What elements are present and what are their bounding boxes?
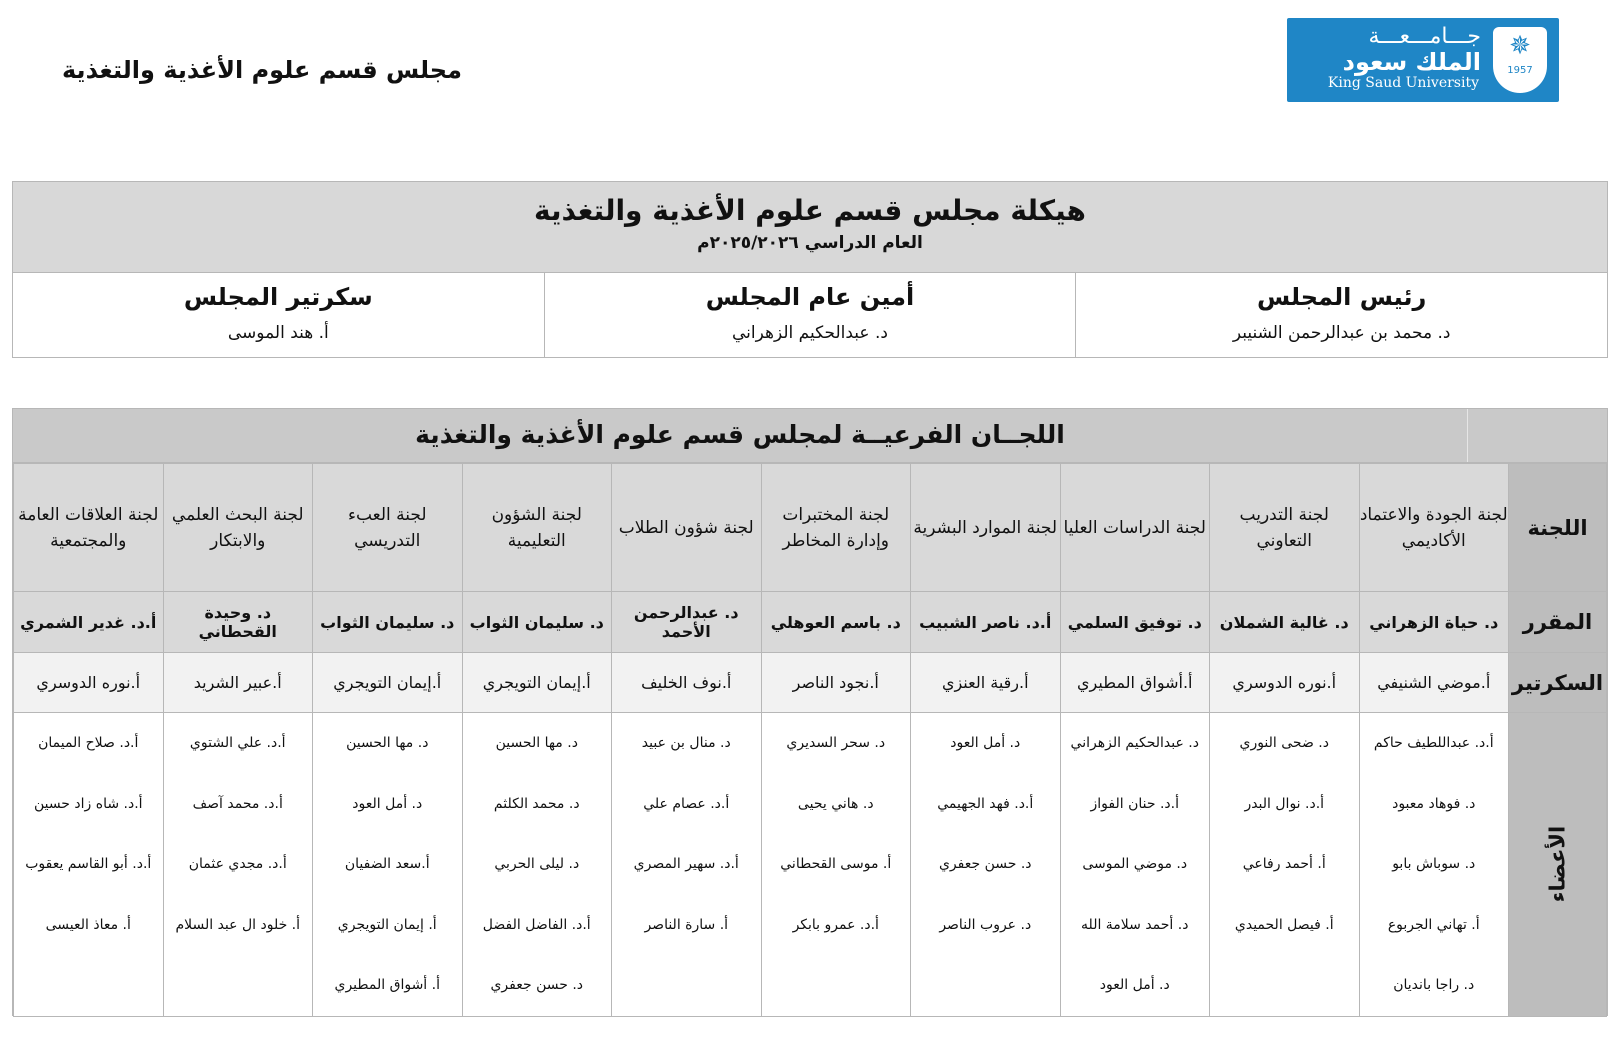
member-name: د. أمل العود (1099, 977, 1170, 993)
member-name: د. أمل العود (352, 795, 423, 812)
committee-secretary-cell: أ.أشواق المطيري (1060, 653, 1210, 713)
member-name: د. مها الحسين (346, 735, 429, 751)
committee-secretary-cell: أ.نجود الناصر (761, 653, 911, 713)
committee-name-cell: لجنة العبء التدريسي (313, 464, 463, 592)
member-name: د. حسن جعفري (490, 977, 584, 993)
committee-reporter-cell: د. عبدالرحمن الأحمد (612, 592, 762, 653)
committee-name-cell: لجنة التدريب التعاوني (1210, 464, 1360, 592)
member-name: أ.د. عبداللطيف حاكم (1373, 735, 1494, 751)
officer-secretary: سكرتير المجلس أ. هند الموسى (183, 283, 373, 343)
committee-secretary-cell: أ.موضي الشنيفي (1359, 653, 1509, 713)
member-name: د. منال بن عبيد (641, 735, 731, 751)
subcommittees-title-bar (13, 409, 1607, 463)
committee-name-cell: لجنة شؤون الطلاب (612, 464, 762, 592)
officer-chair: رئيس المجلس د. محمد بن عبدالرحمن الشنيبر (1075, 273, 1607, 357)
member-name: أ.د. الفاضل الفضل (482, 916, 591, 933)
member-name: د. حسن جعفري (938, 856, 1032, 872)
committee-name-cell: لجنة الموارد البشرية (911, 464, 1061, 592)
members-label: الأعضاء (1545, 826, 1570, 903)
member-name: أ.د. فهد الجهيمي (937, 795, 1034, 812)
member-name: د. موضي الموسى (1082, 856, 1188, 872)
logo-english: King Saud University (1327, 75, 1479, 91)
committee-members-cell (1210, 713, 1360, 1017)
logo-arabic-line2: الملك سعود (1342, 48, 1481, 76)
row-label-members (1509, 713, 1607, 1017)
member-name: أ.د. صلاح الميمان (38, 735, 139, 751)
committee-reporter-cell: د. حياة الزهراني (1359, 592, 1509, 653)
committee-reporter-cell: د. وحيدة القحطاني (163, 592, 313, 653)
committee-reporter-cell: د. غالية الشملان (1210, 592, 1360, 653)
subcommittees-title: اللجــان الفرعيــة لمجلس قسم علوم الأغذية والتغذية (415, 420, 1065, 449)
member-name: أ.د. حنان الفواز (1090, 795, 1179, 812)
member-name: د. ليلى الحربي (494, 856, 580, 872)
member-name: أ.د. عصام علي (643, 795, 730, 812)
committee-secretary-cell: أ.إيمان التويجري (313, 653, 463, 713)
member-name: د. سحر السديري (786, 735, 886, 751)
committee-reporter-cell: د. سليمان الثواب (462, 592, 612, 653)
committee-secretary-cell: أ.نوف الخليف (612, 653, 762, 713)
committee-members-cell (313, 713, 463, 1017)
committee-members-cell (14, 713, 164, 1017)
committee-name-cell: لجنة الدراسات العليا (1060, 464, 1210, 592)
logo-arabic-line1: جـــامـــعـــة (1368, 24, 1481, 49)
committee-reporter-cell: د. توفيق السلمي (1060, 592, 1210, 653)
committee-name-cell: لجنة العلاقات العامة والمجتمعية (14, 464, 164, 592)
member-name: أ.د. مجدي عثمان (188, 856, 287, 872)
committee-name-cell: لجنة البحث العلمي والابتكار (163, 464, 313, 592)
row-label-committee: اللجنة (1509, 464, 1607, 592)
university-logo (1287, 18, 1559, 102)
member-name: د. سوباش بابو (1392, 856, 1476, 872)
member-name: أ.د. سهير المصري (633, 856, 739, 872)
committee-reporter-cell: أ.د. غدير الشمري (14, 592, 164, 653)
member-name: أ. خلود ال عبد السلام (175, 916, 301, 933)
member-name: أ. أشواق المطيري (334, 977, 440, 993)
member-name: د. محمد الكلثم (493, 795, 580, 812)
committee-members-cell (462, 713, 612, 1017)
committee-name-cell: لجنة الشؤون التعليمية (462, 464, 612, 592)
palm-emblem-icon: ✵ 1957 (1493, 27, 1547, 93)
committee-members-cell (911, 713, 1061, 1017)
member-name: أ. فيصل الحميدي (1234, 916, 1334, 933)
member-name: أ.سعد الضفيان (344, 856, 430, 872)
officers-row (13, 273, 1607, 357)
structure-title: هيكلة مجلس قسم علوم الأغذية والتغذية (534, 194, 1086, 227)
committee-reporter-cell: د. سليمان الثواب (313, 592, 463, 653)
member-name: د. ضحى النوري (1239, 735, 1329, 751)
committee-members-cell (163, 713, 313, 1017)
subcommittees-table (13, 463, 1607, 1017)
committee-name-cell: لجنة المختبرات وإدارة المخاطر (761, 464, 911, 592)
reporters-row (14, 592, 1607, 653)
committee-secretary-cell: أ.نوره الدوسري (14, 653, 164, 713)
member-name: د. هاني يحيى (797, 795, 874, 812)
structure-header (13, 182, 1607, 273)
subcommittees-box (12, 408, 1608, 1016)
committee-members-cell (1359, 713, 1509, 1017)
member-name: د. مها الحسين (495, 735, 578, 751)
member-name: أ. سارة الناصر (644, 916, 729, 933)
member-name: أ.د. نوال البدر (1244, 795, 1325, 812)
member-name: د. عبدالحكيم الزهراني (1070, 735, 1199, 751)
members-row (14, 713, 1607, 1017)
secretaries-row (14, 653, 1607, 713)
committee-secretary-cell: أ.نوره الدوسري (1210, 653, 1360, 713)
member-name: د. فوهاد معبود (1392, 795, 1476, 812)
council-structure-box (12, 181, 1608, 358)
member-name: أ.د. شاه زاد حسين (33, 795, 143, 812)
council-title: مجلس قسم علوم الأغذية والتغذية (62, 56, 462, 84)
member-name: أ.د. أبو القاسم يعقوب (25, 856, 152, 872)
committee-secretary-cell: أ.إيمان التويجري (462, 653, 612, 713)
member-name: أ. أحمد رفاعي (1242, 856, 1326, 872)
committee-name-cell: لجنة الجودة والاعتماد الأكاديمي (1359, 464, 1509, 592)
member-name: د. أمل العود (950, 735, 1021, 751)
committee-reporter-cell: د. باسم العوهلي (761, 592, 911, 653)
committee-names-row (14, 464, 1607, 592)
member-name: د. أحمد سلامة الله (1081, 916, 1189, 933)
officer-general-secretary: أمين عام المجلس د. عبدالحكيم الزهراني (544, 273, 1076, 357)
committee-members-cell (761, 713, 911, 1017)
academic-year: العام الدراسي ٢٠٢٥/٢٠٢٦م (697, 233, 923, 253)
committee-members-cell (612, 713, 762, 1017)
member-name: أ. تهاني الجربوع (1387, 916, 1480, 933)
member-name: أ. موسى القحطاني (780, 856, 892, 872)
row-label-secretary: السكرتير (1509, 653, 1607, 713)
committee-members-cell (1060, 713, 1210, 1017)
member-name: د. عروب الناصر (939, 916, 1032, 933)
member-name: أ.د. عمرو بابكر (792, 916, 879, 933)
member-name: أ.د. علي الشتوي (189, 735, 286, 751)
member-name: أ. إيمان التويجري (337, 916, 437, 933)
member-name: أ. معاذ العيسى (45, 916, 131, 933)
committee-secretary-cell: أ.رقية العنزي (911, 653, 1061, 713)
row-label-reporter: المقرر (1509, 592, 1607, 653)
committee-secretary-cell: أ.عبير الشريد (163, 653, 313, 713)
member-name: أ.د. محمد آصف (192, 795, 283, 812)
committee-reporter-cell: أ.د. ناصر الشبيب (911, 592, 1061, 653)
member-name: د. راجا بانديان (1393, 977, 1475, 993)
